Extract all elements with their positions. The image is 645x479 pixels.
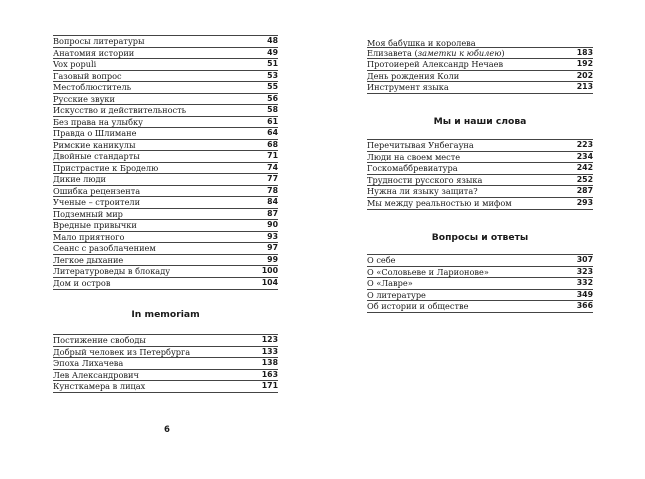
toc-entry (53, 139, 278, 151)
toc-entry-page: 123 (261, 335, 278, 344)
section-heading-in-memoriam: In memoriam (131, 309, 200, 320)
toc-entry-page: 138 (261, 358, 278, 367)
toc-entry-title: Искусство и действительность (53, 105, 187, 115)
toc-entry-title: Газовый вопрос (53, 70, 122, 81)
toc-entry-page: 97 (267, 243, 278, 252)
toc-entry (367, 289, 593, 301)
toc-entry-page: 252 (576, 174, 593, 184)
toc-entry-page: 56 (267, 93, 278, 103)
toc-entry-title: Подземный мир (53, 208, 123, 219)
toc-entry-page: 183 (576, 48, 593, 57)
toc-entry-page: 307 (576, 255, 593, 264)
toc-entry-title: Протоиерей Александр Нечаев (367, 59, 504, 69)
toc-entry (367, 300, 593, 313)
toc-entry-title: Дикие люди (53, 174, 106, 184)
toc-entry (367, 174, 593, 186)
toc-entry (53, 116, 278, 128)
toc-entry (53, 185, 278, 197)
toc-entry-page: 99 (267, 254, 278, 264)
toc-entry-title: Русские звуки (53, 93, 115, 104)
toc-entry-title: Перечитывая Унбегауна (367, 140, 474, 150)
toc-entry (367, 151, 593, 163)
page-number: 6 (164, 425, 170, 435)
toc-entry (53, 208, 278, 220)
toc-entry (53, 242, 278, 254)
toc-entry-title: Трудности русского языка (367, 174, 483, 185)
toc-entry (53, 81, 278, 93)
toc-entry-page: 293 (576, 197, 593, 207)
toc-entry (53, 127, 278, 139)
section-heading-my-i-nashi-slova: Мы и наши слова (433, 116, 527, 127)
toc-entry-page: 49 (267, 47, 278, 57)
title-prefix: Елизавета ( (367, 48, 418, 58)
toc-entry-page: 213 (576, 82, 593, 91)
toc-entry (53, 369, 278, 381)
toc-entry-page: 202 (576, 70, 593, 80)
toc-entry (367, 277, 593, 289)
toc-entry-title: Лев Александрович (53, 369, 139, 380)
toc-entry (367, 81, 593, 94)
toc-entry-title: Местоблюститель (53, 82, 132, 92)
toc-entry-page: 332 (576, 278, 593, 287)
toc-entry (53, 219, 278, 231)
toc-entry-page: 68 (267, 139, 278, 149)
toc-entry-page: 234 (576, 151, 593, 161)
toc-entry-page: 55 (267, 82, 278, 91)
toc-entry-title: Ученые – строители (53, 197, 141, 207)
toc-entry-page: 71 (267, 151, 278, 160)
toc-entry-page: 104 (261, 277, 278, 287)
toc-entry-title: О литературе (367, 289, 426, 300)
toc-entry-title: Люди на своем месте (367, 151, 461, 162)
toc-entry-title: Об истории и обществе (367, 301, 469, 311)
title-suffix: ) (501, 48, 505, 58)
toc-entry (53, 265, 278, 277)
toc-entry-title: Литературоведы в блокаду (53, 266, 171, 276)
toc-entry-page: 93 (267, 231, 278, 241)
section-heading-voprosy-i-otvety: Вопросы и ответы (431, 232, 529, 243)
toc-entry-page: 323 (576, 266, 593, 276)
toc-entry-title: Ошибка рецензента (53, 185, 141, 196)
toc-entry (53, 380, 278, 393)
toc-entry (53, 231, 278, 243)
toc-entry-page: 64 (267, 128, 278, 137)
toc-entry-title: Без права на улыбку (53, 116, 143, 127)
toc-entry-page: 287 (576, 186, 593, 195)
toc-entry-title: Сеанс с разоблачением (53, 243, 156, 253)
toc-entry (367, 162, 593, 174)
toc-entry (367, 266, 593, 278)
toc-entry-page: 100 (261, 266, 278, 275)
toc-entry-page: 87 (267, 208, 278, 218)
toc-entry-title: Госкомаббревиатура (367, 163, 458, 173)
toc-entry-title: Кунсткамера в лицах (53, 381, 146, 391)
toc-entry-title: О «Соловьеве и Ларионове» (367, 266, 489, 277)
toc-entry (53, 35, 278, 47)
toc-entry (53, 104, 278, 116)
toc-entry (367, 139, 593, 151)
toc-entry-page: 192 (576, 59, 593, 68)
toc-entry-title: Правда о Шлимане (53, 128, 137, 138)
toc-entry-title: Пристрастие к Броделю (53, 162, 159, 173)
toc-entry (53, 162, 278, 174)
toc-entry-title: Мало приятного (53, 231, 125, 242)
toc-entry-page: 84 (267, 197, 278, 206)
toc-entry-page: 133 (261, 346, 278, 356)
row-separator (367, 47, 593, 48)
toc-entry-title: О «Лавре» (367, 278, 413, 288)
toc-entry (53, 93, 278, 105)
toc-entry (53, 254, 278, 266)
toc-entry-title: Нужна ли языку защита? (367, 186, 478, 196)
toc-entry (367, 70, 593, 82)
toc-entry-page: 349 (576, 289, 593, 299)
toc-entry-page: 90 (267, 220, 278, 229)
toc-entry-page: 61 (267, 116, 278, 126)
title-subtitle-italic: заметки к юбилею (417, 48, 502, 58)
toc-entry-page: 58 (267, 105, 278, 114)
toc-entry (53, 58, 278, 70)
toc-entry-title: Инструмент языка (367, 82, 449, 92)
toc-entry (53, 47, 278, 59)
toc-entry-title: Эпоха Лихачева (53, 358, 124, 368)
toc-entry (53, 334, 278, 346)
toc-entry-page: 53 (267, 70, 278, 80)
toc-entry-page: 51 (267, 59, 278, 68)
toc-entry-title: Дом и остров (53, 277, 111, 288)
toc-entry-title: Vox populi (53, 59, 97, 69)
toc-entry (53, 70, 278, 82)
toc-entry-page: 77 (267, 174, 278, 183)
toc-entry-title: День рождения Коли (367, 70, 460, 81)
toc-entry-title: О себе (367, 255, 396, 265)
toc-entry-title: Вопросы литературы (53, 36, 145, 46)
toc-entry-title: Римские каникулы (53, 139, 136, 150)
toc-entry-page: 171 (261, 381, 278, 390)
row-separator (367, 254, 593, 255)
toc-entry-title: Анатомия истории (53, 47, 135, 58)
toc-entry-title: Легкое дыхание (53, 254, 124, 265)
toc-entry (367, 197, 593, 210)
toc-entry-title: Двойные стандарты (53, 151, 140, 161)
toc-entry-page: 163 (261, 369, 278, 379)
toc-entry-title: Добрый человек из Петербурга (53, 346, 191, 357)
toc-entry-title: Моя бабушка и королева (367, 38, 476, 48)
toc-entry (53, 357, 278, 369)
toc-entry (367, 185, 593, 197)
toc-entry-page: 74 (267, 162, 278, 172)
toc-entry-title: Вредные привычки (53, 220, 137, 230)
toc-entry (367, 254, 593, 266)
toc-entry-page: 223 (576, 140, 593, 149)
toc-entry-page: 242 (576, 163, 593, 172)
toc-entry-title: Мы между реальностью и мифом (367, 197, 512, 208)
toc-entry (53, 277, 278, 290)
toc-entry-page: 78 (267, 185, 278, 195)
toc-entry (53, 173, 278, 185)
toc-entry (53, 346, 278, 358)
toc-entry (53, 150, 278, 162)
toc-entry (367, 58, 593, 70)
toc-entry-title: Постижение свободы (53, 335, 146, 345)
toc-entry (53, 196, 278, 208)
toc-entry-page: 48 (267, 36, 278, 45)
toc-entry-page: 366 (576, 301, 593, 310)
